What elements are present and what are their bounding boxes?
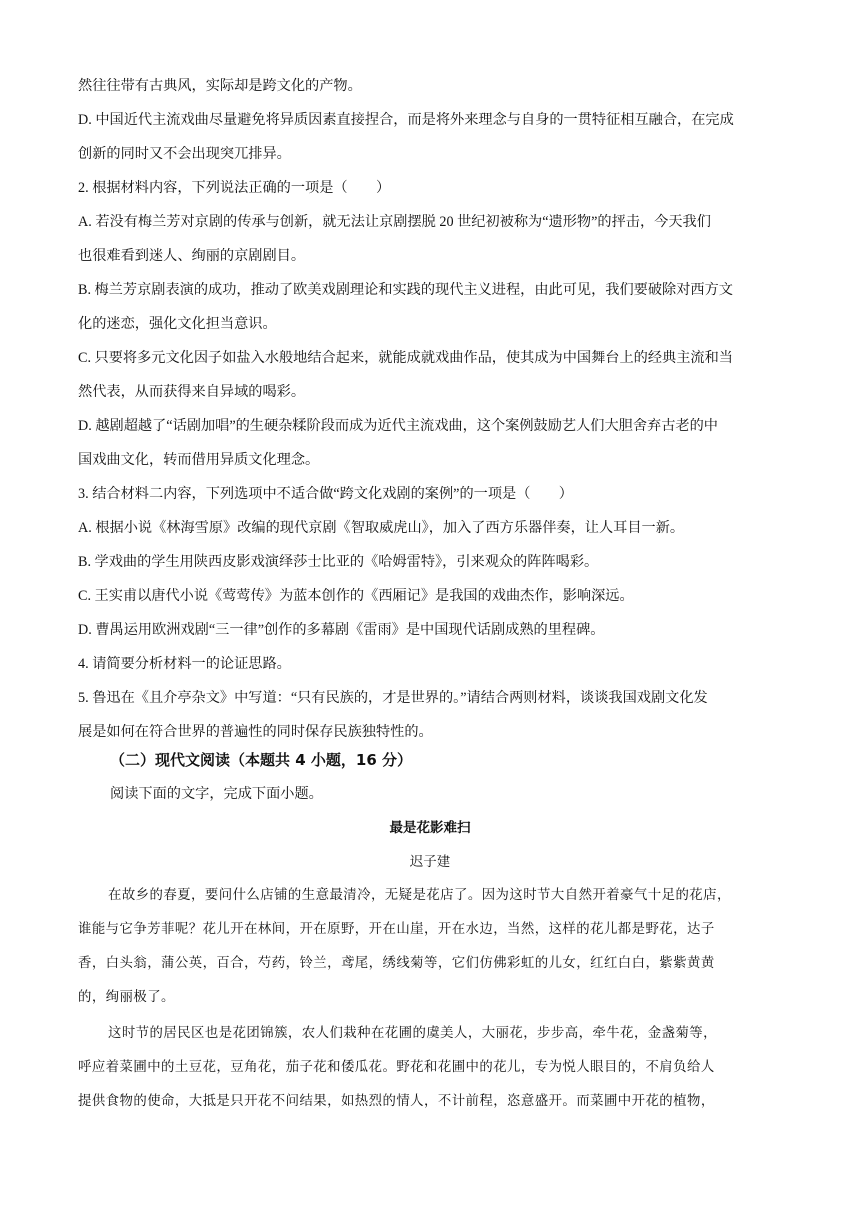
material-line: 然往往带有古典风，实际却是跨文化的产物。 — [78, 78, 362, 94]
question-2-stem: 2. 根据材料内容，下列说法正确的一项是（ ） — [78, 180, 391, 196]
question-2-option: D. 越剧超越了“话剧加唱”的生硬杂糅阶段而成为近代主流戏曲，这个案例鼓励艺人们大胆舍弃古老的中 — [78, 418, 718, 434]
question-5-line: 展是如何在符合世界的普遍性的同时保存民族独特性的。 — [78, 724, 433, 740]
question-2-option: 也很难看到迷人、绚丽的京剧剧目。 — [78, 248, 306, 264]
section-instruction: 阅读下面的文字，完成下面小题。 — [110, 786, 323, 802]
question-3-option: A. 根据小说《林海雪原》改编的现代京剧《智取威虎山》，加入了西方乐器伴奏，让人耳目一新。 — [78, 520, 685, 536]
article-line: 谁能与它争芳菲呢？花儿开在林间，开在原野，开在山崖，开在水边，当然，这样的花儿都是野花，达子 — [78, 922, 715, 937]
question-2-option: 国戏曲文化，转而借用异质文化理念。 — [78, 452, 320, 468]
question-2-option: C. 只要将多元文化因子如盐入水般地结合起来，就能成就戏曲作品，使其成为中国舞台上的经典主流和当 — [78, 350, 733, 366]
question-5-line: 5. 鲁迅在《且介亭杂文》中写道：“只有民族的，才是世界的。”请结合两则材料，谈谈我国戏剧文化发 — [78, 690, 708, 706]
article-title: 最是花影难扫 — [389, 820, 471, 836]
question-2-option: A. 若没有梅兰芳对京剧的传承与创新，就无法让京剧摆脱 20 世纪初被称为“遗形物”的抨击，今天我们 — [78, 214, 711, 230]
question-3-stem: 3. 结合材料二内容，下列选项中不适合做“跨文化戏剧的案例”的一项是（ ） — [78, 486, 573, 502]
article-line: 的，绚丽极了。 — [78, 990, 175, 1005]
material-line: D. 中国近代主流戏曲尽量避免将异质因素直接捏合，而是将外来理念与自身的一贯特征相互融合，在完成 — [78, 112, 734, 128]
article-line: 在故乡的春夏，要问什么店铺的生意最清冷，无疑是花店了。因为这时节大自然开着豪气十足的花店， — [108, 888, 731, 903]
article-line: 呼应着菜圃中的土豆花，豆角花，茄子花和倭瓜花。野花和花圃中的花儿，专为悦人眼目的，不肩负给人 — [78, 1060, 715, 1075]
question-2-option: 然代表，从而获得来自异域的喝彩。 — [78, 384, 306, 400]
question-2-option: B. 梅兰芳京剧表演的成功，推动了欧美戏剧理论和实践的现代主义进程，由此可见，我们要破除对西方文 — [78, 282, 733, 298]
question-2-option: 化的迷恋，强化文化担当意识。 — [78, 316, 277, 332]
article-line: 香，白头翁，蒲公英，百合，芍药，铃兰，鸢尾，绣线菊等，它们仿佛彩虹的儿女，红红白白，紫紫黄黄 — [78, 956, 715, 971]
question-3-option: B. 学戏曲的学生用陕西皮影戏演绎莎士比亚的《哈姆雷特》，引来观众的阵阵喝彩。 — [78, 554, 599, 570]
material-line: 创新的同时又不会出现突兀排异。 — [78, 146, 291, 162]
article-line: 这时节的居民区也是花团锦簇，农人们栽种在花圃的虞美人，大丽花，步步高，牵牛花，金盏菊等， — [108, 1026, 717, 1041]
question-4: 4. 请简要分析材料一的论证思路。 — [78, 656, 291, 672]
question-3-option: C. 王实甫以唐代小说《莺莺传》为蓝本创作的《西厢记》是我国的戏曲杰作，影响深远。 — [78, 588, 634, 604]
question-3-option: D. 曹禺运用欧洲戏剧“三一律”创作的多幕剧《雷雨》是中国现代话剧成熟的里程碑。 — [78, 622, 605, 638]
section-heading: （二）现代文阅读（本题共 4 小题，16 分） — [110, 751, 412, 769]
article-author: 迟子建 — [409, 854, 451, 870]
article-line: 提供食物的使命，大抵是只开花不问结果，如热烈的情人，不计前程，恣意盛开。而菜圃中开花的植物， — [78, 1094, 715, 1109]
